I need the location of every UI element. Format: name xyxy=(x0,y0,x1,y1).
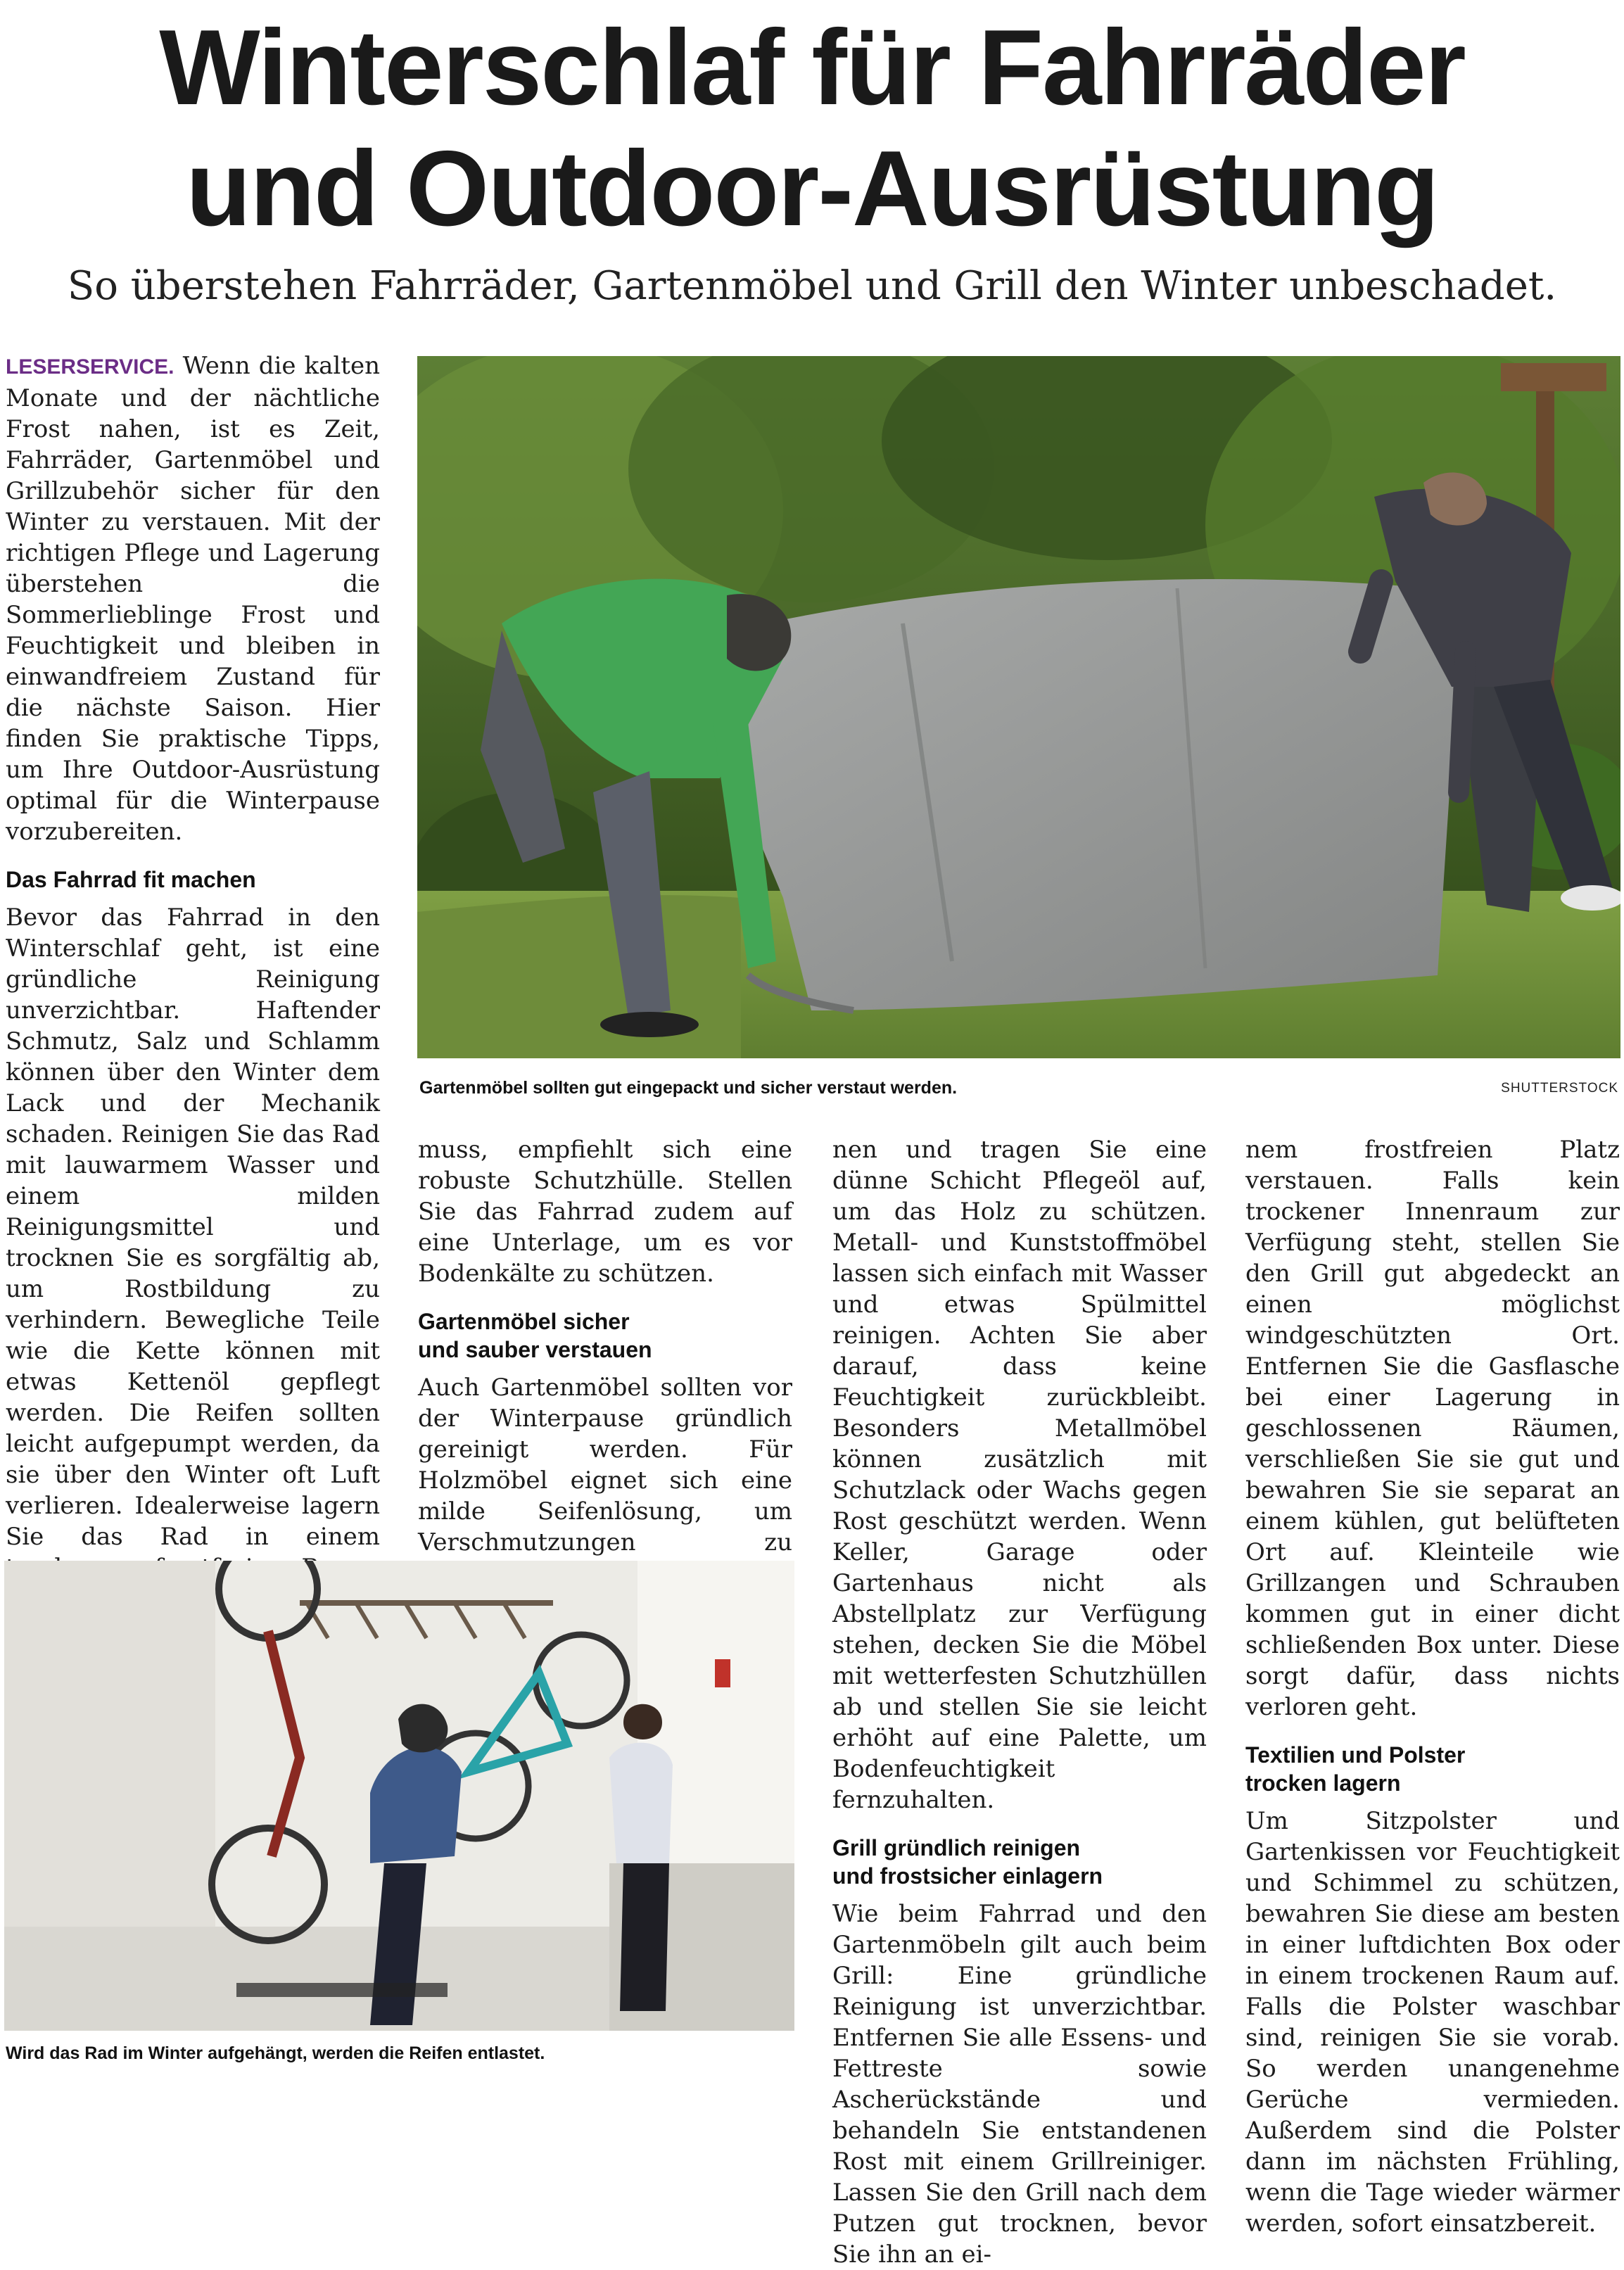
section-title-textilien-line-1: Textilien und Polster xyxy=(1245,1742,1466,1768)
intro-text: Wenn die kalten Monate und der nächtliche Frost nahen, ist es Zeit, Fahrräder, Gartenmöbel und Grillzubehör sicher für den Winter zu verstauen. Mit der richtigen Pflege und Lagerung überstehen die Sommerlieblinge Frost und Feuchtigkeit und bleiben in einwandfreiem Zustand für die nächste Saison. Hier finden Sie praktische Tipps, um Ihre Outdoor-Ausrüstung optimal für die Winterpause vorzubereiten. xyxy=(6,352,380,846)
column-1 xyxy=(6,350,380,1738)
column-3 xyxy=(832,1134,1207,2270)
column-2 xyxy=(418,1134,792,1620)
section-text-grill-b: nem frostfreien Platz verstauen. Falls kein trockener Innenraum zur Verfügung steht, stellen Sie den Grill gut abgedeckt an einen möglichst windgeschützten Ort. Entfernen Sie die Gasflasche bei einer Lagerung in geschlossenen Räumen, verschließen Sie sie gut und bewahren Sie sie separat an einem kühlen, gut belüfteten Ort auf. Kleinteile wie Grillzangen und Schrauben kommen gut in einer dicht schließenden Box unter. Diese sorgt dafür, dass nichts verloren geht. xyxy=(1245,1136,1620,1721)
section-title-gartenmoebel-line-1: Gartenmöbel sicher xyxy=(418,1309,630,1334)
garden-photo xyxy=(417,356,1620,1058)
headline xyxy=(0,7,1624,249)
section-title-grill-line-1: Grill gründlich reinigen xyxy=(832,1835,1081,1860)
bike-photo-caption: Wird das Rad im Winter aufgehängt, werden die Reifen entlastet. xyxy=(6,2043,545,2063)
section-title-textilien xyxy=(1245,1741,1620,1797)
section-title-gartenmoebel xyxy=(418,1307,792,1364)
garden-photo-illustration xyxy=(417,356,1620,1058)
section-text-fahrrad-a: Bevor das Fahrrad in den Winterschlaf geht, ist eine gründliche Reinigung unverzichtbar. Haftender Schmutz, Salz und Schlamm können über den Winter dem Lack und der Mechanik schaden. Reinigen Sie das Rad mit lauwarmem Wasser und einem milden Reinigungsmittel und trocknen Sie es sorgfältig ab, um Rostbildung zu verhindern. Bewegliche Teile wie die Kette können mit etwas Kettenöl gepflegt werden. Die Reifen sollten leicht aufgepumpt werden, da sie über den Winter oft Luft verlieren. Idealerweise lagern Sie das Rad in einem xyxy=(6,903,380,1551)
section-title-fahrrad: Das Fahrrad fit machen xyxy=(6,867,256,892)
section-text-grill-a: Wie beim Fahrrad und den Gartenmöbeln gilt auch beim Grill: Eine gründliche Reinigung ist unverzichtbar. Entfernen Sie alle Essens- und Fettreste sowie Ascherückstände und behandeln Sie entstandenen Rost mit einem Grillreiniger. Lassen Sie den Grill nach dem Putzen gut trocknen, bevor Sie ihn an ei- xyxy=(832,1900,1207,2269)
section-title-gartenmoebel-line-2: und sauber verstauen xyxy=(418,1337,652,1362)
section-title-grill-line-2: und frostsicher einlagern xyxy=(832,1863,1103,1889)
garden-photo-credit: SHUTTERSTOCK xyxy=(1501,1081,1618,1096)
section-text-textilien: Um Sitzpolster und Gartenkissen vor Feuchtigkeit und Schimmel zu schützen, bewahren Sie diese am besten in einer luftdichten Box oder in einem trockenen Raum auf. Falls die Polster waschbar sind, reinigen Sie sie vorab. So werden unangenehme Gerüche vermieden. Außerdem sind die Polster dann im nächsten Frühling, wenn die Tage wieder wärmer werden, sofort einsatzbereit. xyxy=(1245,1807,1620,2238)
subheadline: So überstehen Fahrräder, Gartenmöbel und Grill den Winter unbeschadet. xyxy=(67,263,1557,309)
section-text-gartenmoebel-b: nen und tragen Sie eine dünne Schicht Pflegeöl auf, um das Holz zu schützen. Metall- und Kunststoffmöbel lassen sich einfach mit Wasser und etwas Spülmittel reinigen. Achten Sie aber darauf, dass keine Feuchtigkeit zurückbleibt. Besonders Metallmöbel können zusätzlich mit Schutzlack oder Wachs gegen Rost geschützt werden. Wenn Keller, Garage oder Gartenhaus nicht als Abstellplatz zur Verfügung stehen, decken Sie die Möbel mit wetterfesten Schutzhüllen ab und stellen Sie sie leicht erhöht auf eine Palette, um Bodenfeuchtigkeit fernzuhalten. xyxy=(832,1136,1207,1814)
section-title-grill xyxy=(832,1834,1207,1890)
garden-photo-caption: Gartenmöbel sollten gut eingepackt und sicher verstaut werden. xyxy=(419,1078,958,1098)
kicker: LESERSERVICE. xyxy=(6,355,175,379)
bike-photo-illustration xyxy=(4,1561,794,2031)
column-4 xyxy=(1245,1134,1620,2239)
section-title-textilien-line-2: trocken lagern xyxy=(1245,1770,1401,1796)
section-text-gartenmoebel-a: Auch Gartenmöbel sollten vor der Winterpause gründlich gereinigt werden. Für Holzmöbel eignet sich eine milde Seifenlösung, um Verschmutzungen zu xyxy=(418,1374,792,1556)
bike-photo xyxy=(4,1561,794,2031)
section-text-fahrrad-b: muss, empfiehlt sich eine robuste Schutzhülle. Stellen Sie das Fahrrad zudem auf eine Unterlage, um es vor Bodenkälte zu schützen. xyxy=(418,1136,792,1288)
headline-line-1: Winterschlaf für Fahrräder xyxy=(159,8,1465,127)
intro-paragraph xyxy=(6,350,380,847)
headline-line-2: und Outdoor-Ausrüstung xyxy=(186,129,1438,248)
